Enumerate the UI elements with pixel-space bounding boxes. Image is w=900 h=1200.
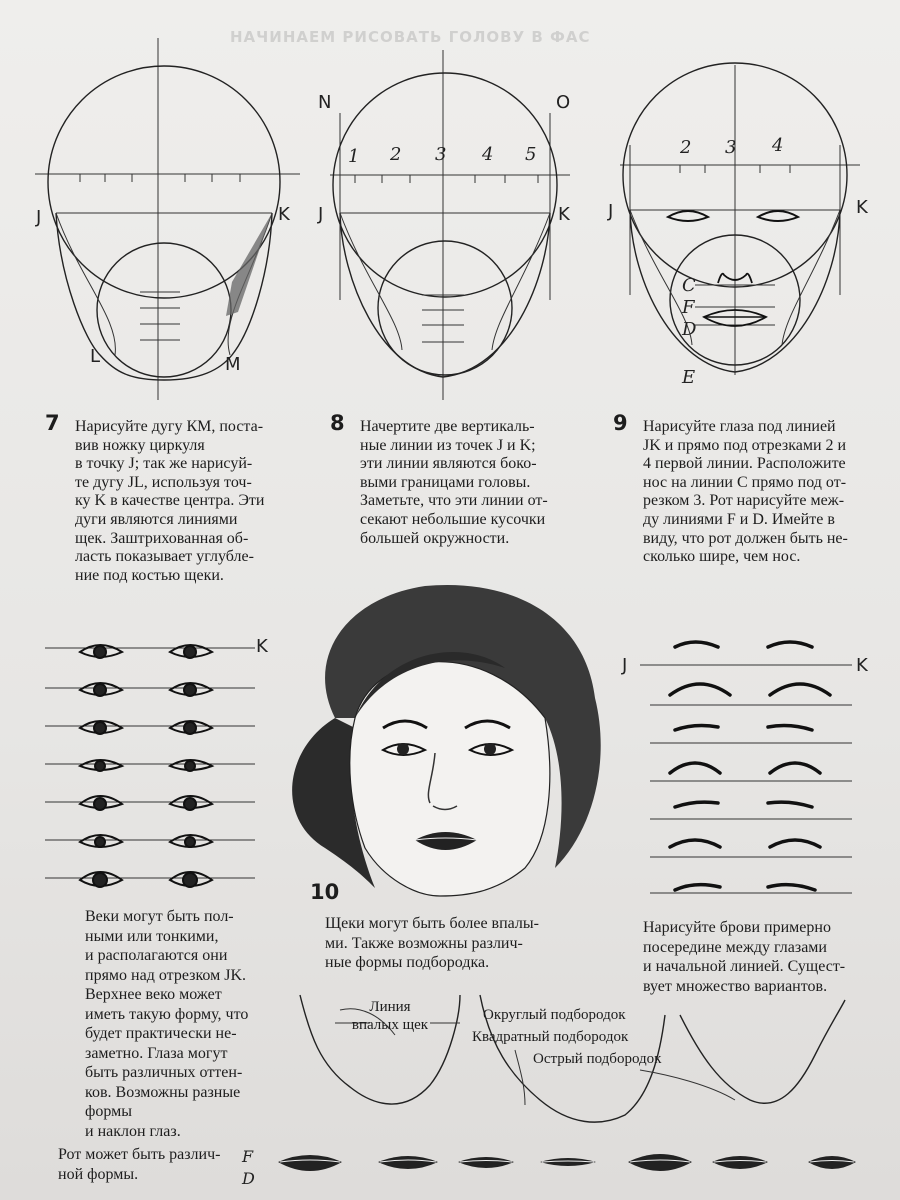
text-line: формы — [85, 1103, 132, 1120]
text-line: виду, что рот должен быть не- — [643, 529, 848, 547]
text-line: нос на линии С прямо под от- — [643, 473, 847, 491]
fig8-label-4: 4 — [482, 144, 494, 165]
fig9-label-3: 3 — [725, 137, 737, 158]
step-9-number: 9 — [613, 411, 628, 435]
text-line: Заметьте, что эти линии от- — [360, 492, 548, 510]
figure-10-number: 10 — [310, 880, 340, 904]
text-line: Линия — [369, 999, 411, 1015]
text-line: иметь такую форму, что — [85, 1005, 249, 1023]
step-7-text — [45, 411, 290, 585]
text-line: ные линии из точек J и K; — [360, 436, 536, 454]
text-line: сколько шире, чем нос. — [643, 548, 801, 566]
fig7-label-j: J — [36, 207, 42, 228]
text-line: будет практически не- — [85, 1025, 237, 1042]
eye-variations — [40, 630, 280, 890]
brows-label-j: J — [622, 655, 628, 676]
eyes-caption — [85, 907, 285, 1141]
text-line: ласть показывает углубле- — [75, 548, 254, 566]
step-7-number: 7 — [45, 411, 60, 435]
text-line: быть различных оттен- — [85, 1064, 243, 1081]
text-line: и располагаются они — [85, 947, 228, 964]
cheek-line-label — [350, 998, 430, 1034]
text-line: и начальной линией. Сущест- — [643, 958, 846, 975]
step-8-text — [330, 411, 580, 548]
text-line: ков. Возможны разные — [85, 1083, 241, 1101]
brows-caption — [643, 918, 883, 996]
text-line: вив ножку циркуля — [75, 436, 205, 454]
mouths-caption — [58, 1145, 258, 1184]
portrait-caption — [325, 914, 595, 973]
step-8-number: 8 — [330, 411, 345, 435]
text-line: ной формы. — [58, 1165, 139, 1183]
brows-label-k: K — [856, 655, 868, 676]
figure-9-diagram — [600, 45, 900, 445]
fig9-label-f: F — [682, 297, 695, 318]
text-line: ние под костью щеки. — [75, 566, 224, 584]
text-line: ными или тонкими, — [85, 927, 219, 945]
portrait-illustration — [265, 578, 628, 898]
fig9-label-k: K — [856, 197, 868, 218]
text-line: JK и прямо под отрезками 2 и — [643, 436, 847, 454]
eyes-label-k: K — [256, 636, 268, 657]
text-line: Веки могут быть пол- — [85, 908, 234, 925]
fig9-label-c: C — [682, 275, 696, 296]
text-line: ду линиями F и D. Имейте в — [643, 510, 835, 528]
fig8-label-1: 1 — [348, 146, 360, 167]
fig9-label-d: D — [682, 319, 697, 340]
text-line: ку K в качестве центра. Эти — [75, 492, 265, 510]
text-line: те дугу JL, используя точ- — [75, 473, 252, 491]
mouth-variations — [240, 1138, 880, 1198]
text-line: посередине между глазами — [643, 938, 827, 956]
brow-variations — [620, 635, 880, 895]
figure-7-diagram — [20, 20, 320, 420]
fig8-label-o: O — [556, 92, 571, 113]
mouths-label-d: D — [242, 1169, 255, 1188]
text-line: Нарисуйте брови примерно — [643, 919, 831, 936]
fig7-label-m: M — [225, 354, 241, 375]
text-line: заметно. Глаза могут — [85, 1044, 228, 1062]
fig9-label-2: 2 — [680, 137, 692, 158]
text-line: Нарисуйте дугу КМ, поста- — [75, 418, 264, 435]
text-line: ные формы подбородка. — [325, 954, 490, 971]
fig9-label-4: 4 — [772, 135, 784, 156]
fig7-label-k: K — [278, 204, 290, 225]
fig9-label-j: J — [608, 201, 614, 222]
fig8-label-5: 5 — [525, 144, 537, 165]
fig8-label-2: 2 — [390, 144, 402, 165]
text-line: эти линии являются боко- — [360, 455, 537, 473]
text-line: Верхнее веко может — [85, 986, 222, 1003]
text-line: в точку J; так же нарисуй- — [75, 455, 253, 473]
text-line: секают небольшие кусочки — [360, 510, 546, 528]
chin-label-round: Округлый подбородок — [483, 1007, 626, 1023]
text-line: выми границами головы. — [360, 473, 531, 491]
text-line: ми. Также возможны различ- — [325, 934, 523, 952]
text-line: Рот может быть различ- — [58, 1146, 221, 1163]
fig9-label-e: E — [682, 367, 696, 388]
text-line: дуги являются линиями — [75, 510, 238, 528]
text-line: и наклон глаз. — [85, 1122, 181, 1140]
text-line: вует множество вариантов. — [643, 977, 828, 995]
fig8-label-j: J — [318, 204, 324, 225]
chin-label-square: Квадратный подбородок — [472, 1029, 629, 1045]
text-line: Начертите две вертикаль- — [360, 418, 535, 435]
text-line: 4 первой линии. Расположите — [643, 455, 846, 473]
step-9-text — [613, 411, 883, 567]
text-line: впалых щек — [351, 1017, 429, 1033]
text-line: щек. Заштрихованная об- — [75, 529, 249, 547]
fig8-label-3: 3 — [435, 144, 447, 165]
mouths-label-f: F — [242, 1147, 254, 1166]
chin-label-pointed: Острый подбородок — [533, 1051, 662, 1067]
fig8-label-n: N — [318, 92, 332, 113]
fig8-label-k: K — [558, 204, 570, 225]
text-line: Нарисуйте глаза под линией — [643, 418, 836, 435]
fig7-label-l: L — [90, 346, 101, 367]
figure-8-diagram — [310, 50, 610, 450]
text-line: прямо над отрезком JK. — [85, 966, 247, 984]
page-heading: НАЧИНАЕМ РИСОВАТЬ ГОЛОВУ В ФАС — [230, 28, 591, 46]
text-line: резком 3. Рот нарисуйте меж- — [643, 492, 845, 510]
text-line: большей окружности. — [360, 529, 510, 547]
text-line: Щеки могут быть более впалы- — [325, 915, 539, 932]
